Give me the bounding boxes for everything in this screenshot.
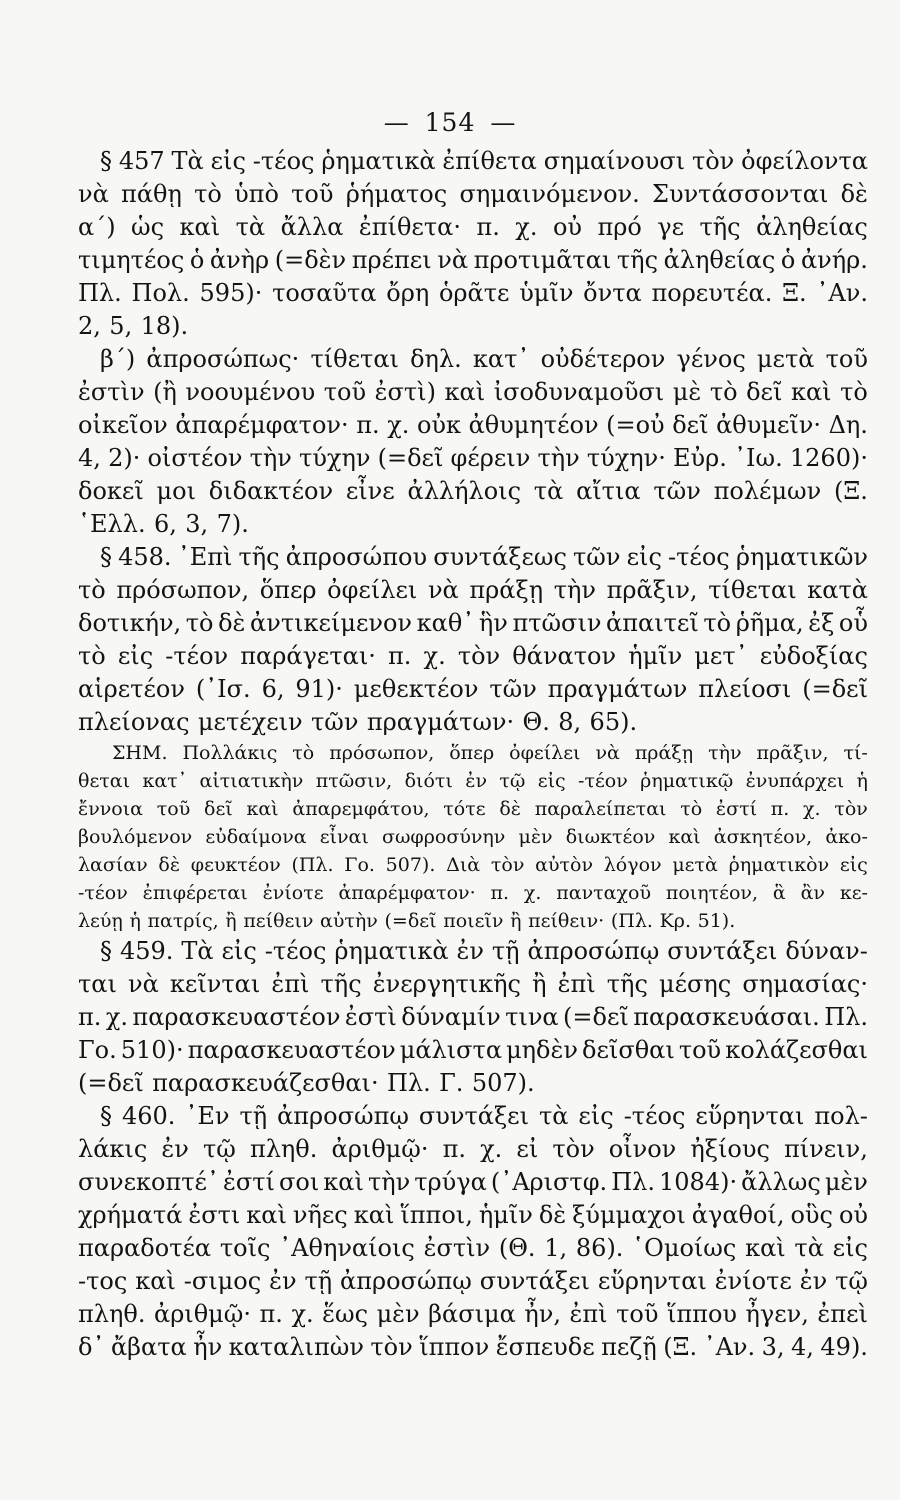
text-line: β΄) ἀπροσώπως· τίθεται δηλ. κατ᾿ οὐδέτερον γένος μετὰ τοῦ bbox=[100, 345, 868, 373]
text-line: α΄) ὡς καὶ τὰ ἄλλα ἐπίθετα· π. χ. οὐ πρό γε τῆς ἀληθείας bbox=[78, 213, 868, 241]
text-line: συνεκοπτέ᾿ ἐστί σοι καὶ τὴν τρύγα (᾿Αριστφ. Πλ. 1084)· ἄλλως μὲν bbox=[78, 1168, 868, 1196]
text-line: π. χ. παρασκευαστέον ἐστὶ δύναμίν τινα (=δεῖ παρασκευάσαι. Πλ. bbox=[78, 1003, 868, 1031]
text-line: οἰκεῖον ἀπαρέμφατον· π. χ. οὐκ ἀθυμητέον (=οὐ δεῖ ἀθυμεῖν· Δη. bbox=[78, 411, 868, 439]
text-line: χρήματά ἐστι καὶ νῆες καὶ ἵπποι, ἡμῖν δὲ ξύμμαχοι ἀγαθοί, οὓς οὐ bbox=[78, 1201, 868, 1229]
text-line: βουλόμενον εὐδαίμονα εἶναι σωφροσύνην μὲν διωκτέον καὶ ἀσκητέον, ἀκο- bbox=[78, 826, 868, 848]
section-paragraph bbox=[78, 145, 868, 541]
text-line: ΣΗΜ. Πολλάκις τὸ πρόσωπον, ὅπερ ὀφείλει νὰ πράξῃ τὴν πρᾶξιν, τί- bbox=[112, 742, 868, 764]
page-header bbox=[0, 108, 900, 137]
text-line: παραδοτέα τοῖς ᾿Αθηναίοις ἐστὶν (Θ. 1, 86). ῾Ομοίως καὶ τὰ εἰς bbox=[78, 1234, 868, 1262]
text-line: δ᾿ ἄβατα ἦν καταλιπὼν τὸν ἵππον ἔσπευδε πεζῇ (Ξ. ᾿Αν. 3, 4, 49). bbox=[78, 1333, 868, 1361]
text-line: πλείονας μετέχειν τῶν πραγμάτων· Θ. 8, 65). bbox=[78, 708, 638, 736]
text-line: Πλ. Πολ. 595)· τοσαῦτα ὄρη ὁρᾶτε ὑμῖν ὄντα πορευτέα. Ξ. ᾿Αν. bbox=[78, 279, 868, 307]
text-line: δοτικήν, τὸ δὲ ἀντικείμενον καθ᾿ ἣν πτῶσιν ἀπαιτεῖ τὸ ῥῆμα, ἐξ οὗ bbox=[78, 609, 868, 637]
section-paragraph bbox=[78, 1100, 868, 1364]
text-line: ἐστὶν (ἢ νοουμένου τοῦ ἐστὶ) καὶ ἰσοδυναμοῦσι μὲ τὸ δεῖ καὶ τὸ bbox=[78, 378, 868, 406]
text-line: Γο. 510)· παρασκευαστέον μάλιστα μηδὲν δεῖσθαι τοῦ κολάζεσθαι bbox=[78, 1036, 868, 1064]
text-line: ἔννοια τοῦ δεῖ καὶ ἀπαρεμφάτου, τότε δὲ παραλείπεται τὸ ἐστί π. χ. τὸν bbox=[78, 798, 868, 820]
section-paragraph bbox=[78, 541, 868, 739]
text-line: 4, 2)· οἰστέον τὴν τύχην (=δεῖ φέρειν τὴν τύχην· Εὐρ. ᾿Ιω. 1260)· bbox=[78, 444, 868, 472]
text-line: θεται κατ᾿ αἰτιατικὴν πτῶσιν, διότι ἐν τῷ εἰς -τέον ῥηματικῷ ἐνυπάρχει ἡ bbox=[78, 770, 868, 792]
section-paragraph bbox=[78, 935, 868, 1100]
text-line: § 459. Τὰ εἰς -τέος ῥηματικὰ ἐν τῇ ἀπροσώπῳ συντάξει δύναν- bbox=[100, 937, 868, 965]
text-line: 2, 5, 18). bbox=[78, 312, 189, 340]
text-line: § 457 Τὰ εἰς -τέος ῥηματικὰ ἐπίθετα σημαίνουσι τὸν ὀφείλοντα bbox=[100, 147, 868, 175]
header-dash-left: — bbox=[383, 108, 410, 137]
text-line: -τος καὶ -σιμος ἐν τῇ ἀπροσώπῳ συντάξει εὕρηνται ἐνίοτε ἐν τῷ bbox=[78, 1267, 868, 1295]
text-line: (=δεῖ παρασκευάζεσθαι· Πλ. Γ. 507). bbox=[78, 1069, 535, 1097]
body-text bbox=[78, 145, 868, 1364]
text-line: αἱρετέον (᾿Ισ. 6, 91)· μεθεκτέον τῶν πραγμάτων πλείοσι (=δεῖ bbox=[78, 675, 868, 703]
page-number: 154 bbox=[424, 108, 476, 137]
text-line: λεύῃ ἡ πατρίς, ἢ πείθειν αὐτὴν (=δεῖ ποιεῖν ἢ πείθειν· (Πλ. Κρ. 51). bbox=[78, 910, 736, 932]
text-line: τὸ εἰς -τέον παράγεται· π. χ. τὸν θάνατον ἡμῖν μετ᾿ εὐδοξίας bbox=[78, 642, 868, 670]
text-line: ται νὰ κεῖνται ἐπὶ τῆς ἐνεργητικῆς ἢ ἐπὶ τῆς μέσης σημασίας· bbox=[78, 970, 868, 998]
header-dash-right: — bbox=[490, 108, 517, 137]
note-paragraph bbox=[78, 739, 868, 935]
text-line: § 458. ᾿Επὶ τῆς ἀπροσώπου συντάξεως τῶν εἰς -τέος ῥηματικῶν bbox=[100, 543, 868, 571]
text-line: ῾Ελλ. 6, 3, 7). bbox=[78, 510, 249, 538]
text-line: λάκις ἐν τῷ πληθ. ἀριθμῷ· π. χ. εἰ τὸν οἶνον ἠξίους πίνειν, bbox=[78, 1135, 868, 1163]
text-line: -τέον ἐπιφέρεται ἐνίοτε ἀπαρέμφατον· π. χ. πανταχοῦ ποιητέον, ἃ ἂν κε- bbox=[78, 882, 868, 904]
text-line: τιμητέος ὁ ἀνὴρ (=δὲν πρέπει νὰ προτιμᾶται τῆς ἀληθείας ὁ ἀνήρ. bbox=[78, 246, 868, 274]
text-line: λασίαν δὲ φευκτέον (Πλ. Γο. 507). Διὰ τὸν αὐτὸν λόγον μετὰ ῥηματικὸν εἰς bbox=[78, 854, 868, 876]
text-line: πληθ. ἀριθμῷ· π. χ. ἕως μὲν βάσιμα ἦν, ἐπὶ τοῦ ἵππου ἦγεν, ἐπεὶ bbox=[78, 1300, 868, 1328]
text-line: § 460. ᾿Εν τῇ ἀπροσώπῳ συντάξει τὰ εἰς -τέος εὕρηνται πολ- bbox=[100, 1102, 868, 1130]
text-line: τὸ πρόσωπον, ὅπερ ὀφείλει νὰ πράξῃ τὴν πρᾶξιν, τίθεται κατὰ bbox=[78, 576, 868, 604]
text-line: νὰ πάθῃ τὸ ὑπὸ τοῦ ῥήματος σημαινόμενον. Συντάσσονται δὲ bbox=[78, 180, 868, 208]
text-line: δοκεῖ μοι διδακτέον εἶνε ἀλλήλοις τὰ αἴτια τῶν πολέμων (Ξ. bbox=[78, 477, 868, 505]
